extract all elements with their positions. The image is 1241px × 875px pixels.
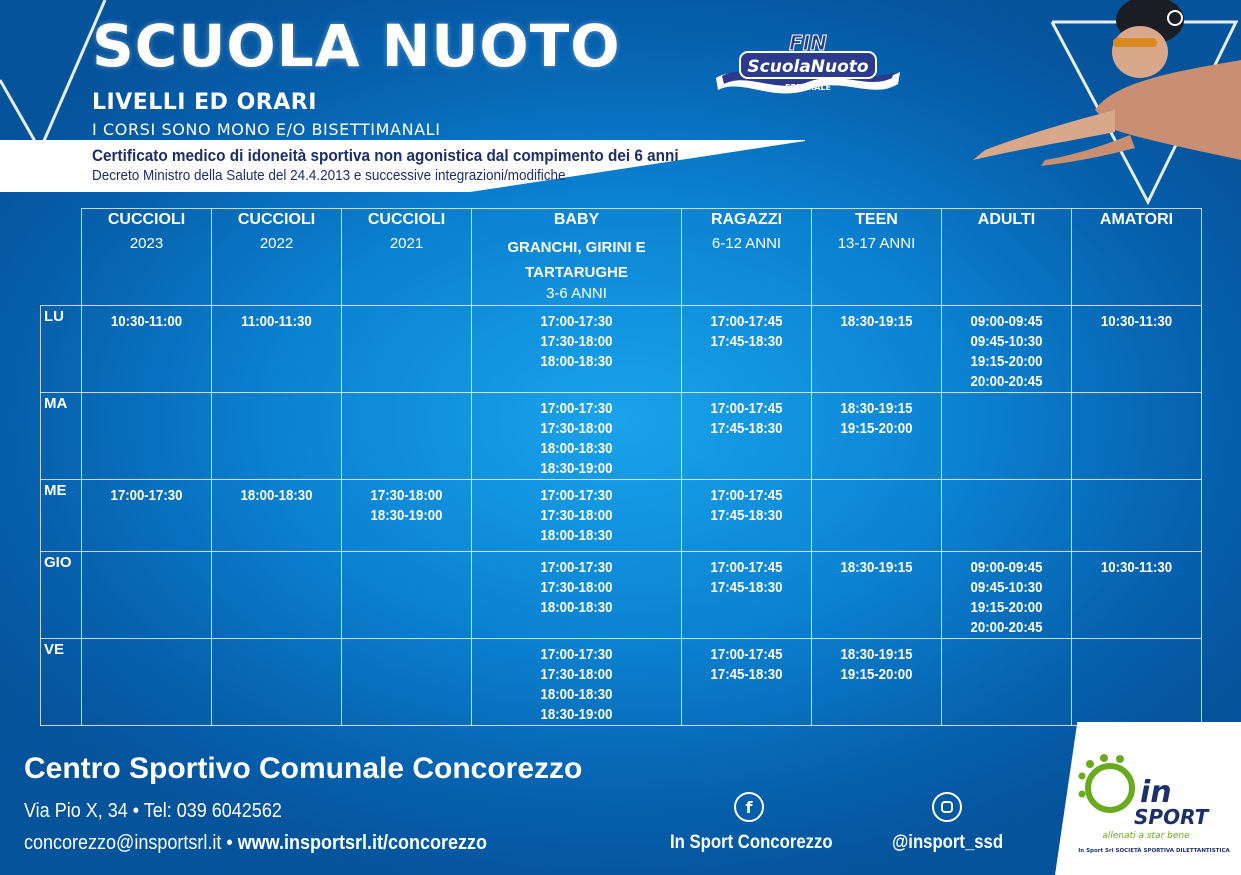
time-slot: 10:30-11:30: [1100, 313, 1173, 330]
time-slot: 17:45-18:30: [710, 579, 783, 596]
day-label: GIO: [41, 552, 82, 639]
time-slot: 17:00-17:30: [540, 559, 613, 576]
schedule-cell: [82, 639, 212, 726]
schedule-cell: [942, 393, 1072, 480]
schedule-cell: [682, 639, 812, 726]
schedule-cell: [812, 306, 942, 393]
time-slot: 17:00-17:45: [710, 313, 783, 330]
address-phone: Via Pio X, 34 • Tel: 039 6042562: [24, 800, 282, 822]
time-slot: 19:15-20:00: [970, 353, 1043, 370]
time-slot: 17:00-17:45: [710, 559, 783, 576]
table-row: [41, 480, 1202, 552]
schedule-cell: [942, 639, 1072, 726]
schedule-cell: [942, 552, 1072, 639]
time-slot: 18:00-18:30: [540, 353, 613, 370]
column-header: CUCCIOLI 2022: [212, 209, 342, 306]
time-slot: 09:45-10:30: [970, 579, 1043, 596]
swimmer-image: [965, 0, 1241, 200]
insport-name-top: in: [1140, 775, 1172, 810]
schedule-cell: [82, 480, 212, 552]
time-slot: 17:45-18:30: [710, 333, 783, 350]
schedule-cell: [342, 639, 472, 726]
time-slot: 20:00-20:45: [970, 373, 1043, 390]
schedule-cell: [1072, 480, 1202, 552]
time-slot: 17:00-17:30: [540, 646, 613, 663]
instagram-icon[interactable]: [932, 792, 962, 822]
insport-legal: In Sport Srl SOCIETÀ SPORTIVA DILETTANTISTICA: [1078, 848, 1230, 854]
time-slot: 09:00-09:45: [970, 313, 1043, 330]
table-row: [41, 393, 1202, 480]
column-header: BABY GRANCHI, GIRINI E TARTARUGHE 3-6 ANNI: [472, 209, 682, 306]
schedule-cell: [472, 480, 682, 552]
schedule-cell: [1072, 552, 1202, 639]
time-slot: 17:30-18:00: [540, 420, 613, 437]
schedule-cell: [472, 639, 682, 726]
time-slot: 18:30-19:00: [370, 507, 443, 524]
schedule-cell: [342, 393, 472, 480]
time-slot: 18:30-19:15: [840, 559, 913, 576]
time-slot: 17:00-17:45: [710, 487, 783, 504]
time-slot: 09:45-10:30: [970, 333, 1043, 350]
table-row: [41, 306, 1202, 393]
schedule-cell: [212, 393, 342, 480]
insport-tagline: allenati a star bene: [1102, 831, 1190, 841]
facebook-icon[interactable]: f: [734, 792, 764, 822]
schedule-cell: [682, 393, 812, 480]
insport-logo: [1064, 748, 1236, 858]
time-slot: 18:00-18:30: [540, 440, 613, 457]
table-header-row: [41, 209, 1202, 306]
time-slot: 18:30-19:15: [840, 646, 913, 663]
fin-scuola-nuoto-logo: [712, 32, 904, 104]
column-header: ADULTI: [942, 209, 1072, 306]
time-slot: 20:00-20:45: [970, 619, 1043, 636]
column-header: CUCCIOLI 2021: [342, 209, 472, 306]
venue-name: Centro Sportivo Comunale Concorezzo: [24, 752, 583, 785]
time-slot: 19:15-20:00: [840, 666, 913, 683]
schedule-cell: [682, 552, 812, 639]
time-slot: 18:30-19:15: [840, 400, 913, 417]
time-slot: 17:30-18:00: [540, 333, 613, 350]
time-slot: 11:00-11:30: [241, 313, 312, 330]
schedule-cell: [472, 552, 682, 639]
schedule-cell: [212, 480, 342, 552]
schedule-cell: [342, 552, 472, 639]
time-slot: 19:15-20:00: [840, 420, 913, 437]
column-header: TEEN 13-17 ANNI: [812, 209, 942, 306]
time-slot: 17:00-17:30: [540, 313, 613, 330]
schedule-cell: [342, 480, 472, 552]
insport-name-bottom: SPORT: [1134, 805, 1209, 829]
time-slot: 18:30-19:00: [540, 706, 613, 723]
page-subtitle: LIVELLI ED ORARI: [92, 90, 317, 115]
column-header: AMATORI: [1072, 209, 1202, 306]
schedule-cell: [82, 552, 212, 639]
time-slot: 17:30-18:00: [370, 487, 443, 504]
schedule-cell: [472, 393, 682, 480]
time-slot: 17:45-18:30: [710, 420, 783, 437]
schedule-cell: [1072, 393, 1202, 480]
schedule-cell: [682, 306, 812, 393]
courses-note: I CORSI SONO MONO E/O BISETTIMANALI: [92, 120, 441, 139]
time-slot: 17:00-17:45: [710, 400, 783, 417]
schedule-cell: [1072, 639, 1202, 726]
email-link[interactable]: concorezzo@insportsrl.it: [24, 832, 222, 854]
contact-line: [24, 832, 487, 855]
time-slot: 17:00-17:45: [710, 646, 783, 663]
schedule-cell: [212, 552, 342, 639]
decree-note: Decreto Ministro della Salute del 24.4.2013 e successive integrazioni/modifiche: [92, 167, 566, 184]
fin-logo-bottom: FEDERALE: [785, 83, 831, 92]
schedule-cell: [82, 393, 212, 480]
certificate-note: Certificato medico di idoneità sportiva non agonistica dal compimento dei 6 anni: [92, 146, 679, 165]
time-slot: 18:00-18:30: [540, 527, 613, 544]
table-row: [41, 639, 1202, 726]
day-label: VE: [41, 639, 82, 726]
column-header: CUCCIOLI 2023: [82, 209, 212, 306]
facebook-label[interactable]: In Sport Concorezzo: [670, 832, 833, 853]
schedule-cell: [212, 639, 342, 726]
day-label: MA: [41, 393, 82, 480]
time-slot: 10:30-11:30: [1100, 559, 1173, 576]
time-slot: 09:00-09:45: [970, 559, 1043, 576]
schedule-cell: [942, 306, 1072, 393]
time-slot: 17:45-18:30: [710, 507, 783, 524]
instagram-label[interactable]: @insport_ssd: [892, 832, 1004, 853]
column-header: RAGAZZI 6-12 ANNI: [682, 209, 812, 306]
schedule-cell: [812, 552, 942, 639]
schedule-cell: [682, 480, 812, 552]
time-slot: 18:00-18:30: [240, 487, 313, 504]
table-row: [41, 552, 1202, 639]
website-link[interactable]: www.insportsrl.it/concorezzo: [237, 832, 488, 854]
time-slot: 19:15-20:00: [970, 599, 1043, 616]
time-slot: 17:45-18:30: [710, 666, 783, 683]
fin-logo-top: FIN: [789, 32, 827, 55]
time-slot: 18:30-19:00: [540, 460, 613, 477]
day-label: ME: [41, 480, 82, 552]
schedule-cell: [1072, 306, 1202, 393]
day-label: LU: [41, 306, 82, 393]
fin-logo-mid: ScuolaNuoto: [747, 57, 869, 77]
schedule-cell: [812, 393, 942, 480]
schedule-table: [40, 208, 1202, 726]
schedule-cell: [212, 306, 342, 393]
page-title: SCUOLA NUOTO: [92, 12, 621, 80]
schedule-cell: [472, 306, 682, 393]
time-slot: 17:30-18:00: [540, 666, 613, 683]
time-slot: 17:00-17:30: [110, 487, 183, 504]
time-slot: 17:30-18:00: [540, 507, 613, 524]
separator: •: [221, 832, 238, 854]
schedule-cell: [942, 480, 1072, 552]
time-slot: 17:00-17:30: [540, 400, 613, 417]
schedule-cell: [812, 480, 942, 552]
schedule-cell: [342, 306, 472, 393]
time-slot: 17:30-18:00: [540, 579, 613, 596]
corner-cell: [41, 209, 82, 306]
time-slot: 18:00-18:30: [540, 599, 613, 616]
time-slot: 18:30-19:15: [840, 313, 913, 330]
time-slot: 18:00-18:30: [540, 686, 613, 703]
time-slot: 17:00-17:30: [540, 487, 613, 504]
schedule-cell: [82, 306, 212, 393]
time-slot: 10:30-11:00: [110, 313, 183, 330]
schedule-cell: [812, 639, 942, 726]
